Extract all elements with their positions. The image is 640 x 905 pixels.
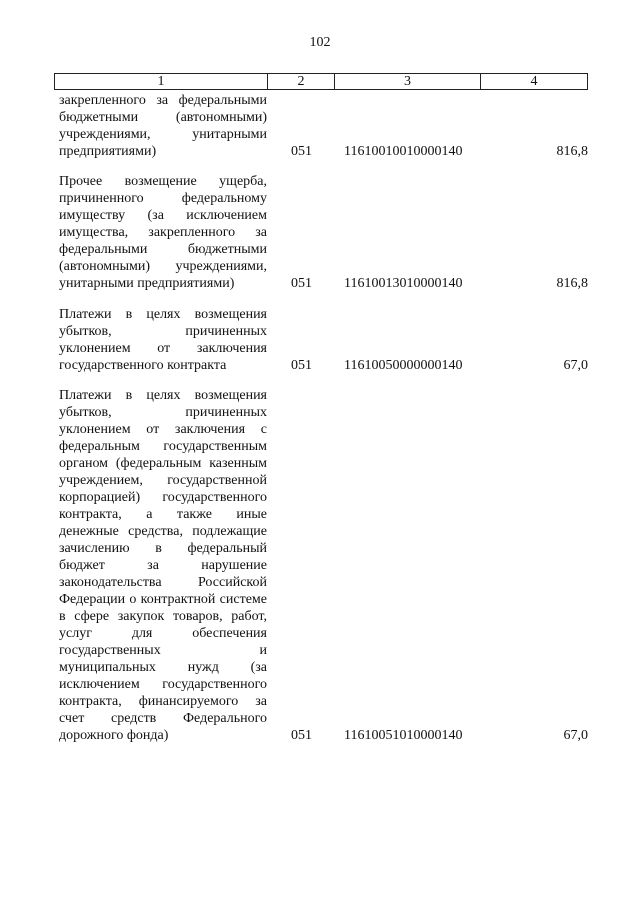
table-row <box>54 173 588 292</box>
row-admin-code: 051 <box>291 728 312 743</box>
row-admin-code: 051 <box>291 144 312 159</box>
row-admin-code: 051 <box>291 358 312 373</box>
row-budget-code: 11610013010000140 <box>344 276 463 291</box>
table-row <box>54 306 588 374</box>
budget-revenue-table <box>54 73 588 744</box>
table-header-row <box>54 73 588 90</box>
row-name: Платежи в целях возмещения убытков, причиненных уклонением от заключения с федеральным государственным органом (федеральным казенным учреждением, государственной корпорацией) государственного контракта, а также иные денежные средства, подлежащие зачислению в федеральный бюджет за нарушение законодательства Российской Федерации о контрактной системе в сфере закупок товаров, работ, услуг для обеспечения государственных и муниципальных нужд (за исключением государственного контракта, финансируемого за счет средств Федерального дорожного фонда) <box>59 388 267 743</box>
table-row <box>54 92 588 160</box>
row-budget-code: 11610010010000140 <box>344 144 463 159</box>
page-number: 102 <box>309 35 331 50</box>
header-column-2: 2 <box>268 74 335 89</box>
row-amount: 67,0 <box>563 358 588 373</box>
row-amount: 816,8 <box>556 276 588 291</box>
header-column-1: 1 <box>55 74 268 89</box>
table-row <box>54 387 588 744</box>
header-column-4: 4 <box>530 74 538 89</box>
header-column-3: 3 <box>335 74 481 89</box>
row-budget-code: 11610051010000140 <box>344 728 463 743</box>
row-budget-code: 11610050000000140 <box>344 358 463 373</box>
row-name: закрепленного за федеральными бюджетными (автономными) учреждениями, унитарными предприятиями) <box>59 93 267 159</box>
row-name: Прочее возмещение ущерба, причиненного федеральному имуществу (за исключением имущества, закрепленного за федеральными бюджетными (автономными) учреждениями, унитарными предприятиями) <box>59 174 267 291</box>
row-amount: 816,8 <box>556 144 588 159</box>
row-amount: 67,0 <box>563 728 588 743</box>
row-admin-code: 051 <box>291 276 312 291</box>
row-name: Платежи в целях возмещения убытков, причиненных уклонением от заключения государственного контракта <box>59 307 267 373</box>
